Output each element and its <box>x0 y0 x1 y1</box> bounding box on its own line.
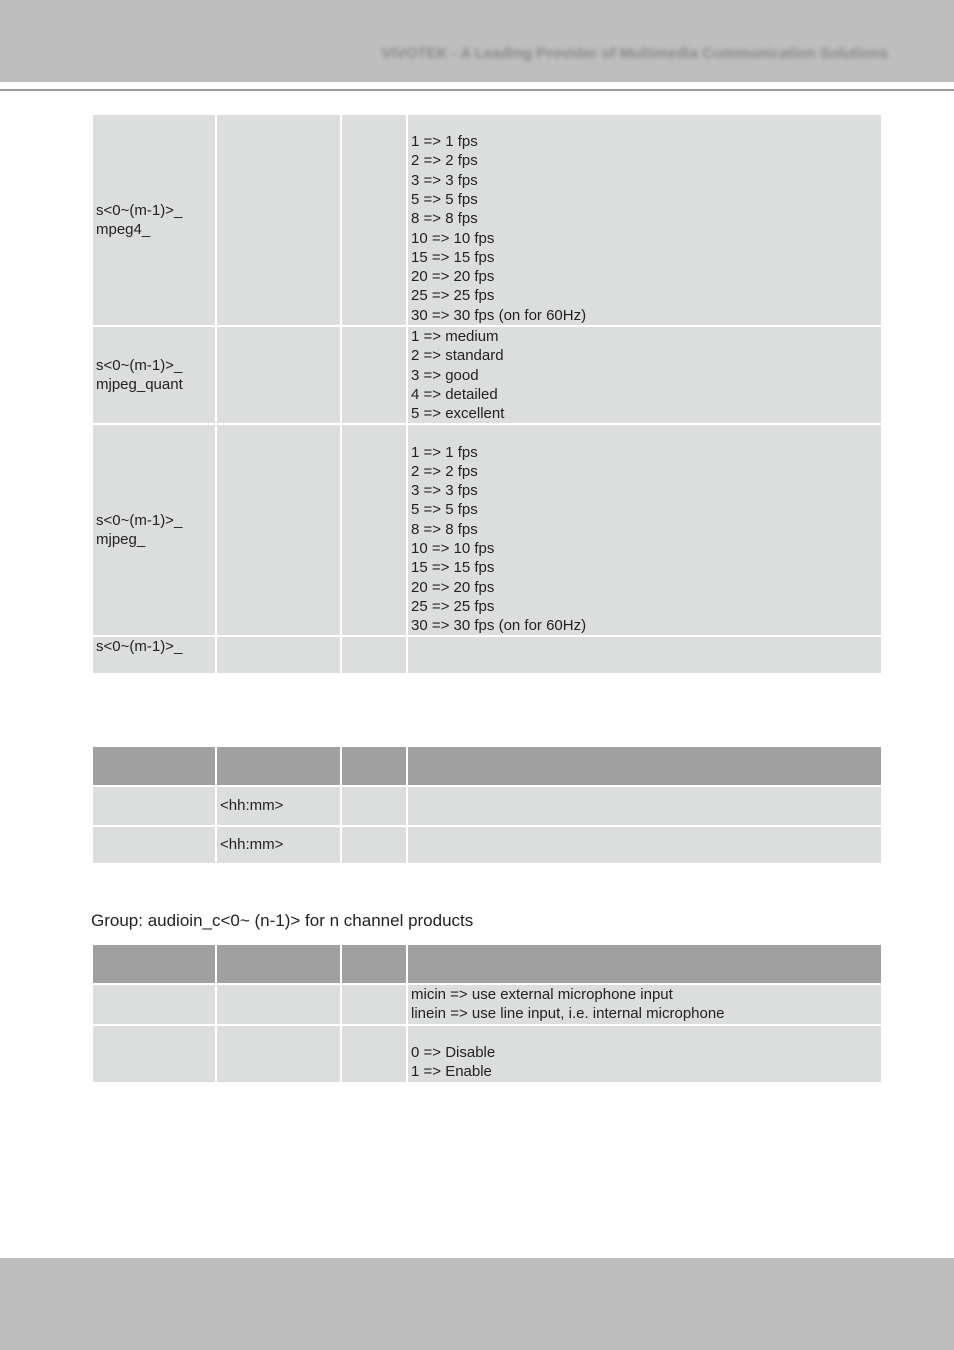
header-cell <box>342 945 406 983</box>
audioin-table <box>91 943 883 1084</box>
page-footer <box>0 1258 954 1350</box>
param-name-cell: s<0~(m-1)>_ mpeg4_ <box>93 115 215 325</box>
table-row <box>93 787 881 825</box>
header-cell <box>217 945 340 983</box>
description-cell: 1 => medium 2 => standard 3 => good 4 => detailed 5 => excellent <box>408 327 881 423</box>
table-row <box>93 1026 881 1082</box>
schedule-table <box>91 745 883 865</box>
security-cell <box>342 827 406 863</box>
description-cell <box>408 787 881 825</box>
header-cell <box>408 747 881 785</box>
param-name-cell: s<0~(m-1)>_ mjpeg_quant <box>93 327 215 423</box>
value-type-cell: <hh:mm> <box>217 827 340 863</box>
page-header <box>0 0 954 82</box>
security-cell <box>342 985 406 1024</box>
security-cell <box>342 637 406 673</box>
value-type-cell: <hh:mm> <box>217 787 340 825</box>
header-cell <box>408 945 881 983</box>
param-name-cell: s<0~(m-1)>_ mjpeg_ <box>93 425 215 635</box>
security-cell <box>342 425 406 635</box>
stream-parameters-table <box>91 113 883 675</box>
value-type-cell <box>217 115 340 325</box>
param-name-cell <box>93 985 215 1024</box>
header-divider <box>0 89 954 91</box>
value-type-cell <box>217 637 340 673</box>
param-name-cell: s<0~(m-1)>_ <box>93 637 215 673</box>
param-name-cell <box>93 827 215 863</box>
table-row <box>93 985 881 1024</box>
security-cell <box>342 1026 406 1082</box>
security-cell <box>342 327 406 423</box>
table-row <box>93 425 881 635</box>
table-header-row <box>93 945 881 983</box>
value-type-cell <box>217 1026 340 1082</box>
param-name-cell <box>93 787 215 825</box>
description-cell: micin => use external microphone input linein => use line input, i.e. internal microphone <box>408 985 881 1024</box>
table-header-row <box>93 747 881 785</box>
header-tagline: VIVOTEK - A Leading Provider of Multimedia Communication Solutions <box>381 45 888 62</box>
header-cell <box>217 747 340 785</box>
security-cell <box>342 787 406 825</box>
header-cell <box>93 945 215 983</box>
header-cell <box>342 747 406 785</box>
param-name-cell <box>93 1026 215 1082</box>
table-row <box>93 827 881 863</box>
table-row <box>93 115 881 325</box>
table-row <box>93 637 881 673</box>
group-title: Group: audioin_c<0~ (n-1)> for n channel products <box>91 911 474 930</box>
description-cell: 1 => 1 fps 2 => 2 fps 3 => 3 fps 5 => 5 fps 8 => 8 fps 10 => 10 fps 15 => 15 fps 20 => 20 fps 25 => 25 fps 30 => 30 fps (on for 60Hz) <box>408 425 881 635</box>
description-cell: 1 => 1 fps 2 => 2 fps 3 => 3 fps 5 => 5 fps 8 => 8 fps 10 => 10 fps 15 => 15 fps 20 => 20 fps 25 => 25 fps 30 => 30 fps (on for 60Hz) <box>408 115 881 325</box>
header-cell <box>93 747 215 785</box>
table-row <box>93 327 881 423</box>
value-type-cell <box>217 327 340 423</box>
description-cell <box>408 827 881 863</box>
value-type-cell <box>217 425 340 635</box>
security-cell <box>342 115 406 325</box>
description-cell: 0 => Disable 1 => Enable <box>408 1026 881 1082</box>
value-type-cell <box>217 985 340 1024</box>
description-cell <box>408 637 881 673</box>
